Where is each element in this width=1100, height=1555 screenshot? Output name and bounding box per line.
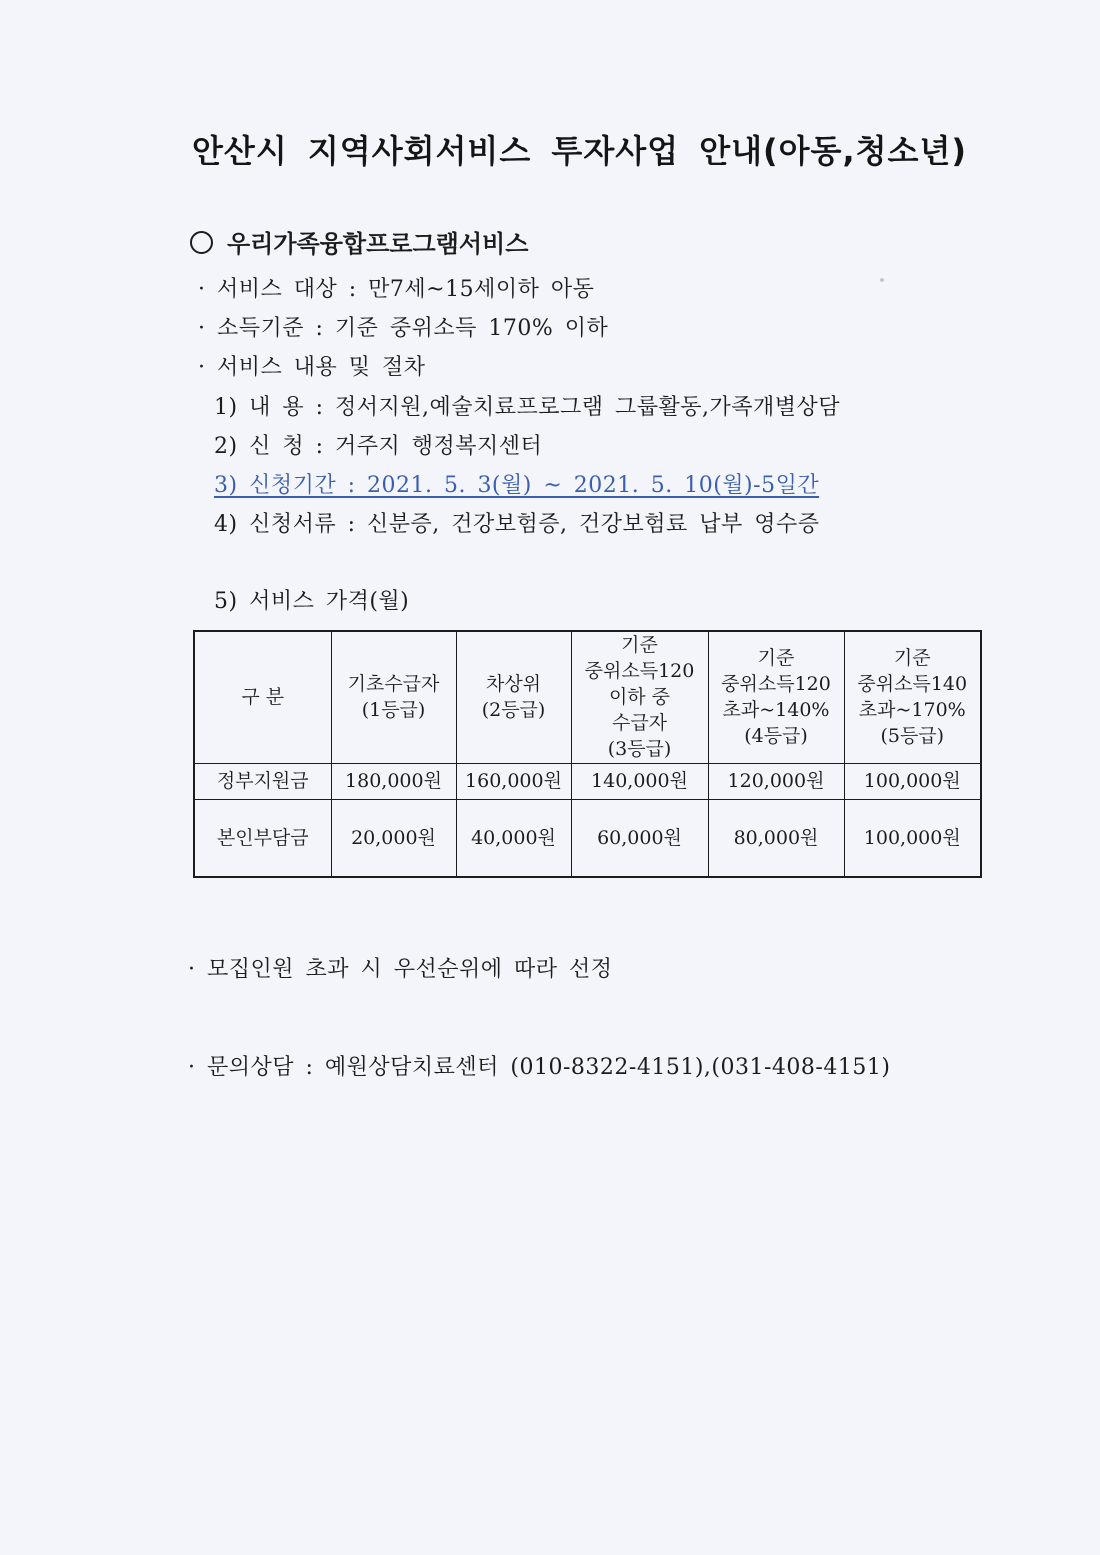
selection-note: · 모집인원 초과 시 우선순위에 따라 선정 bbox=[188, 957, 613, 982]
header-grade-3: 기준 중위소득120 이하 중 수급자 (3등급) bbox=[571, 631, 708, 763]
table-cell: 100,000원 bbox=[844, 799, 981, 877]
table-cell: 40,000원 bbox=[456, 799, 571, 877]
price-table bbox=[193, 630, 982, 878]
service-target-line: · 서비스 대상 : 만7세~15세이하 아동 bbox=[198, 277, 595, 302]
table-cell: 180,000원 bbox=[331, 763, 456, 799]
table-cell: 20,000원 bbox=[331, 799, 456, 877]
header-grade-1: 기초수급자 (1등급) bbox=[331, 631, 456, 763]
table-cell: 140,000원 bbox=[571, 763, 708, 799]
item-price-heading: 5) 서비스 가격(월) bbox=[214, 589, 410, 614]
header-grade-5: 기준 중위소득140 초과~170% (5등급) bbox=[844, 631, 981, 763]
section-heading bbox=[190, 224, 528, 259]
circle-bullet-icon bbox=[190, 231, 213, 254]
table-cell: 80,000원 bbox=[708, 799, 844, 877]
section-heading-text: 우리가족융합프로그램서비스 bbox=[227, 230, 529, 258]
table-row bbox=[194, 763, 981, 799]
table-cell: 100,000원 bbox=[844, 763, 981, 799]
table-row bbox=[194, 799, 981, 877]
row-label: 정부지원금 bbox=[194, 763, 331, 799]
item-documents: 4) 신청서류 : 신분증, 건강보험증, 건강보험료 납부 영수증 bbox=[214, 512, 820, 537]
item-application-period: 3) 신청기간 : 2021. 5. 3(월) ~ 2021. 5. 10(월)-5일간 bbox=[214, 473, 820, 498]
content-procedure-line: · 서비스 내용 및 절차 bbox=[198, 355, 426, 380]
document-title: 안산시 지역사회서비스 투자사업 안내(아동,청소년) bbox=[192, 132, 967, 170]
scan-dot bbox=[880, 278, 884, 282]
item-content: 1) 내 용 : 정서지원,예술치료프로그램 그룹활동,가족개별상담 bbox=[214, 395, 840, 420]
table-cell: 120,000원 bbox=[708, 763, 844, 799]
table-cell: 60,000원 bbox=[571, 799, 708, 877]
income-criteria-line: · 소득기준 : 기준 중위소득 170% 이하 bbox=[198, 316, 609, 341]
header-grade-2: 차상위 (2등급) bbox=[456, 631, 571, 763]
table-cell: 160,000원 bbox=[456, 763, 571, 799]
row-label: 본인부담금 bbox=[194, 799, 331, 877]
item-application: 2) 신 청 : 거주지 행정복지센터 bbox=[214, 434, 543, 459]
header-category: 구 분 bbox=[194, 631, 331, 763]
inquiry-note: · 문의상담 : 예원상담치료센터 (010-8322-4151),(031-408-4151) bbox=[188, 1055, 891, 1080]
table-header-row bbox=[194, 631, 981, 763]
header-grade-4: 기준 중위소득120 초과~140% (4등급) bbox=[708, 631, 844, 763]
